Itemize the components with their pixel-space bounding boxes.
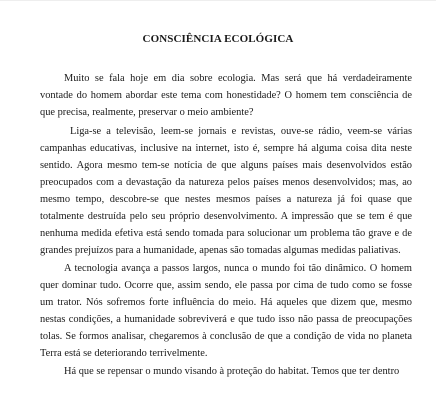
document-body xyxy=(40,70,412,380)
paragraph-habitat: Há que se repensar o mundo visando à proteção do habitat. Temos que ter dentro xyxy=(64,365,400,377)
top-divider xyxy=(0,0,436,1)
paragraph-media: Liga-se a televisão, leem-se jornais e revistas, ouve-se rádio, veem-se várias campanhas educativas, inclusive na internet, isto é, sempre há alguma coisa dita neste sentido. Agora mesmo tem-se notícia de que alguns países mais desenvolvidos estão preocupados com a devastação da natureza pelos países menos desenvolvidos; mas, ao mesmo tempo, descobre-se que nestes mesmos países a natureza já foi quase que totalmente destruída pelo seu próprio desenvolvimento. A impressão que se tem é que nenhuma medida efetiva está sendo tomada para solucionar um problema tão grave e de grandes prejuízos para a humanidade, apenas são tomadas algumas medidas paliativas. xyxy=(40,126,412,257)
paragraph-technology: A tecnologia avança a passos largos, nunca o mundo foi tão dinâmico. O homem quer dominar tudo. Ocorre que, assim sendo, ele passa por cima de tudo como se fosse um trator. Nós sofremos forte influência do meio. Há aqueles que dizem que, mesmo nestas condições, a humanidade sobreviverá e que tudo isso não passa de preocupações tolas. Se formos analisar, chegaremos à conclusão de que a condição de vida no planeta Terra está se deteriorando terrivelmente. xyxy=(40,262,412,359)
paragraph-intro: Muito se fala hoje em dia sobre ecologia. Mas será que há verdadeiramente vontade do homem abordar este tema com honestidade? O homem tem consciência de que precisa, realmente, preservar o meio ambiente? xyxy=(40,73,412,119)
document-title: CONSCIÊNCIA ECOLÓGICA xyxy=(142,33,294,45)
